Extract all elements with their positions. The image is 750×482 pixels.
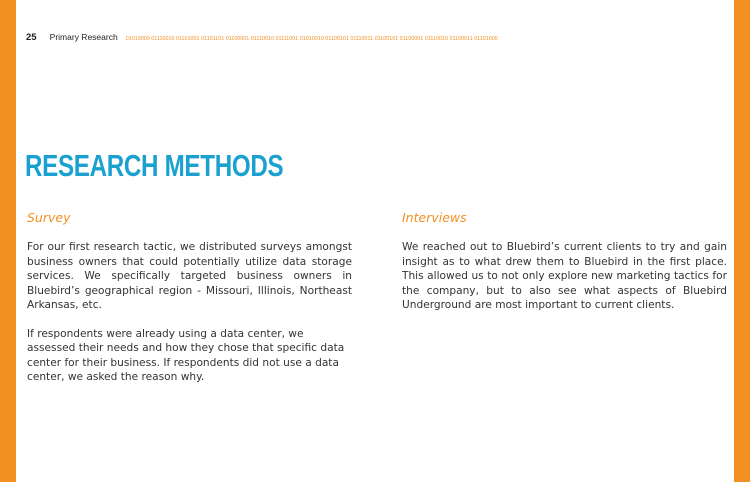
left-orange-border [0,0,16,482]
interviews-section [402,210,727,327]
page-title: RESEARCH METHODS [25,148,284,183]
section-name: Primary Research [49,32,118,42]
page-number: 25 [26,32,37,43]
survey-section [27,210,352,399]
survey-paragraph: For our first research tactic, we distributed surveys amongst business owners that could potentially utilize data storage services. We specifically targeted business owners in Bluebird’s geographical region - Missouri, Illinois, Northeast Arkansas, etc. [27,241,352,311]
survey-heading: Survey [27,210,71,225]
binary-code-decoration: 01010000 01110010 01101001 01101101 01100001 01110010 01111001 01010010 01100101 01110011 01100101 01100001 01110010 01100011 01101000 [125,36,498,42]
right-orange-border [734,0,750,482]
survey-paragraph: If respondents were already using a data center, we assessed their needs and how they chose that specific data center for their business. If respondents did not use a data center, we asked the reason why. [27,327,345,383]
interviews-paragraph: We reached out to Bluebird’s current clients to try and gain insight as to what drew them to Bluebird in the first place. This allowed us to not only explore new marketing tactics for the company, but to also see what aspects of Bluebird Underground are most important to current clients. [402,241,727,311]
page-header [26,25,498,43]
interviews-heading: Interviews [402,210,467,225]
